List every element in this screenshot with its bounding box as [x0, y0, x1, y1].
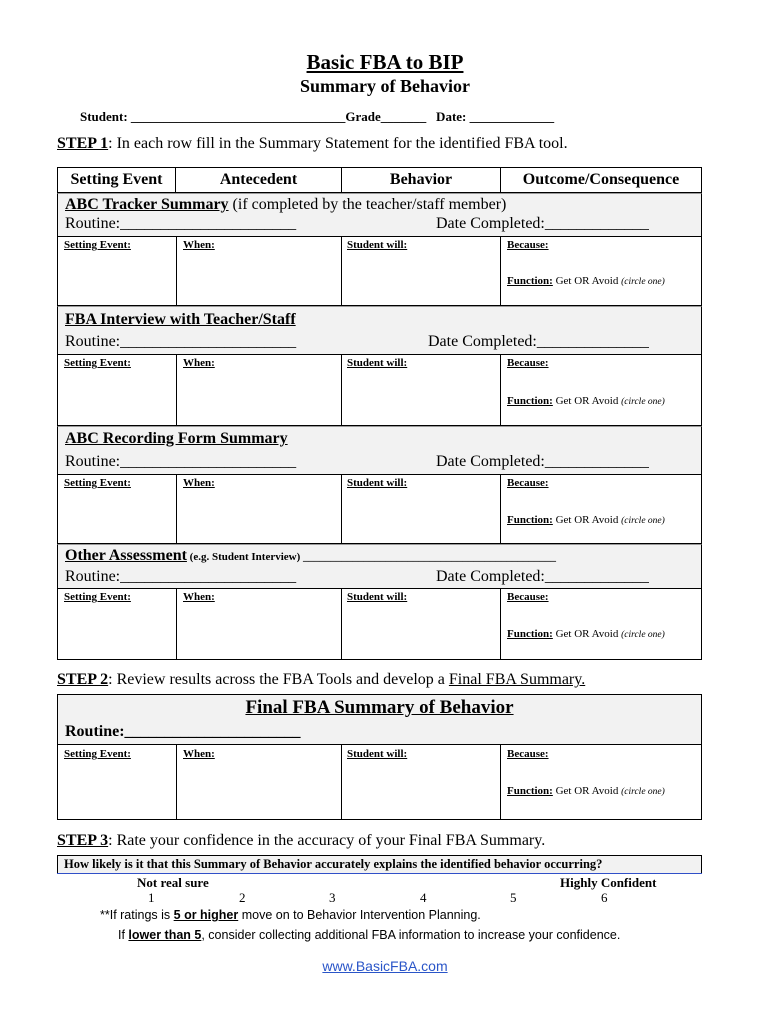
setting-event-cell[interactable]: Setting Event:: [64, 357, 131, 369]
rating-option-5[interactable]: 5: [510, 890, 517, 905]
note-low-rating: If lower than 5, consider collecting additional FBA information to increase your confidence.: [118, 928, 621, 942]
routine-field[interactable]: Routine:______________________: [65, 568, 297, 585]
section-abc-tracker: [57, 193, 702, 236]
rating-question: How likely is it that this Summary of Behavior accurately explains the identified behavior occurring?: [64, 857, 603, 871]
section-title: FBA Interview with Teacher/Staff: [65, 311, 296, 328]
footer-website-link[interactable]: www.BasicFBA.com: [322, 958, 448, 974]
header-antecedent: Antecedent: [176, 168, 342, 192]
when-cell[interactable]: When:: [183, 748, 215, 760]
section-other-assessment: [57, 544, 702, 588]
step3-label: STEP 3: [57, 832, 109, 849]
because-cell[interactable]: Because:: [507, 591, 549, 603]
final-summary-grid: [57, 744, 702, 820]
date-completed-field[interactable]: Date Completed:_____________: [436, 215, 649, 232]
step2-label: STEP 2: [57, 671, 109, 688]
rating-divider: [57, 873, 702, 874]
section-abc-recording: [57, 426, 702, 474]
rating-option-1[interactable]: 1: [148, 890, 155, 905]
function-line[interactable]: Function: Get OR Avoid (circle one): [507, 785, 665, 797]
because-cell[interactable]: Because:: [507, 357, 549, 369]
section-abc-recording-grid: [57, 474, 702, 544]
rating-option-2[interactable]: 2: [239, 890, 246, 905]
section-other-assessment-grid: [57, 588, 702, 660]
header-setting-event: Setting Event: [58, 168, 176, 192]
section-abc-tracker-grid: [57, 236, 702, 306]
student-will-cell[interactable]: Student will:: [347, 477, 408, 489]
function-line[interactable]: Function: Get OR Avoid (circle one): [507, 395, 665, 407]
rating-option-3[interactable]: 3: [329, 890, 336, 905]
note-high-rating: **If ratings is 5 or higher move on to Behavior Intervention Planning.: [100, 908, 481, 922]
date-completed-field[interactable]: Date Completed:_____________: [436, 568, 649, 585]
document-subtitle: Summary of Behavior: [300, 76, 470, 96]
when-cell[interactable]: When:: [183, 239, 215, 251]
student-grade-date-line[interactable]: Student: _________________________________Grade_______ Date: _____________: [80, 109, 555, 124]
final-summary-label: Final FBA Summary.: [448, 671, 586, 688]
routine-field[interactable]: Routine:______________________: [65, 215, 297, 232]
student-will-cell[interactable]: Student will:: [347, 591, 408, 603]
routine-field[interactable]: Routine:______________________: [65, 453, 297, 470]
step2-instruction: STEP 2: Review results across the FBA Tools and develop a Final FBA Summary.: [57, 671, 586, 688]
rating-option-6[interactable]: 6: [601, 890, 608, 905]
when-cell[interactable]: When:: [183, 477, 215, 489]
final-summary-header: [57, 694, 702, 744]
step3-instruction: STEP 3: Rate your confidence in the accuracy of your Final FBA Summary.: [57, 832, 546, 849]
section-title: ABC Recording Form Summary: [65, 430, 288, 447]
when-cell[interactable]: When:: [183, 591, 215, 603]
document-title: Basic FBA to BIP: [306, 50, 464, 74]
header-outcome-consequence: Outcome/Consequence: [522, 171, 680, 188]
setting-event-cell[interactable]: Setting Event:: [64, 239, 131, 251]
routine-field[interactable]: Routine:______________________: [65, 333, 297, 350]
section-title: Other Assessment (e.g. Student Interview) ______________________________________________: [65, 547, 557, 564]
step1-text: : In each row fill in the Summary Statement for the identified FBA tool.: [108, 135, 568, 152]
rating-high-label: Highly Confident: [560, 875, 657, 890]
section-fba-interview: [57, 306, 702, 354]
date-completed-field[interactable]: Date Completed:_____________: [436, 453, 649, 470]
step1-label: STEP 1: [57, 135, 109, 152]
final-summary-title: Final FBA Summary of Behavior: [245, 697, 514, 718]
rating-option-4[interactable]: 4: [420, 890, 427, 905]
because-cell[interactable]: Because:: [507, 239, 549, 251]
rating-question-bar: [57, 855, 702, 874]
setting-event-cell[interactable]: Setting Event:: [64, 591, 131, 603]
function-line[interactable]: Function: Get OR Avoid (circle one): [507, 275, 665, 287]
rating-low-label: Not real sure: [137, 875, 209, 890]
date-completed-field[interactable]: Date Completed:______________: [428, 333, 649, 350]
header-behavior: Behavior: [342, 168, 501, 192]
setting-event-cell[interactable]: Setting Event:: [64, 477, 131, 489]
student-will-cell[interactable]: Student will:: [347, 357, 408, 369]
because-cell[interactable]: Because:: [507, 748, 549, 760]
section-title: ABC Tracker Summary (if completed by the teacher/staff member): [65, 196, 507, 213]
function-line[interactable]: Function: Get OR Avoid (circle one): [507, 628, 665, 640]
step1-instruction: [57, 135, 568, 153]
when-cell[interactable]: When:: [183, 357, 215, 369]
student-will-cell[interactable]: Student will:: [347, 748, 408, 760]
summary-table-header: [57, 167, 702, 193]
function-line[interactable]: Function: Get OR Avoid (circle one): [507, 514, 665, 526]
setting-event-cell[interactable]: Setting Event:: [64, 748, 131, 760]
section-fba-interview-grid: [57, 354, 702, 426]
student-will-cell[interactable]: Student will:: [347, 239, 408, 251]
because-cell[interactable]: Because:: [507, 477, 549, 489]
final-routine-field[interactable]: Routine:______________________: [65, 723, 301, 740]
